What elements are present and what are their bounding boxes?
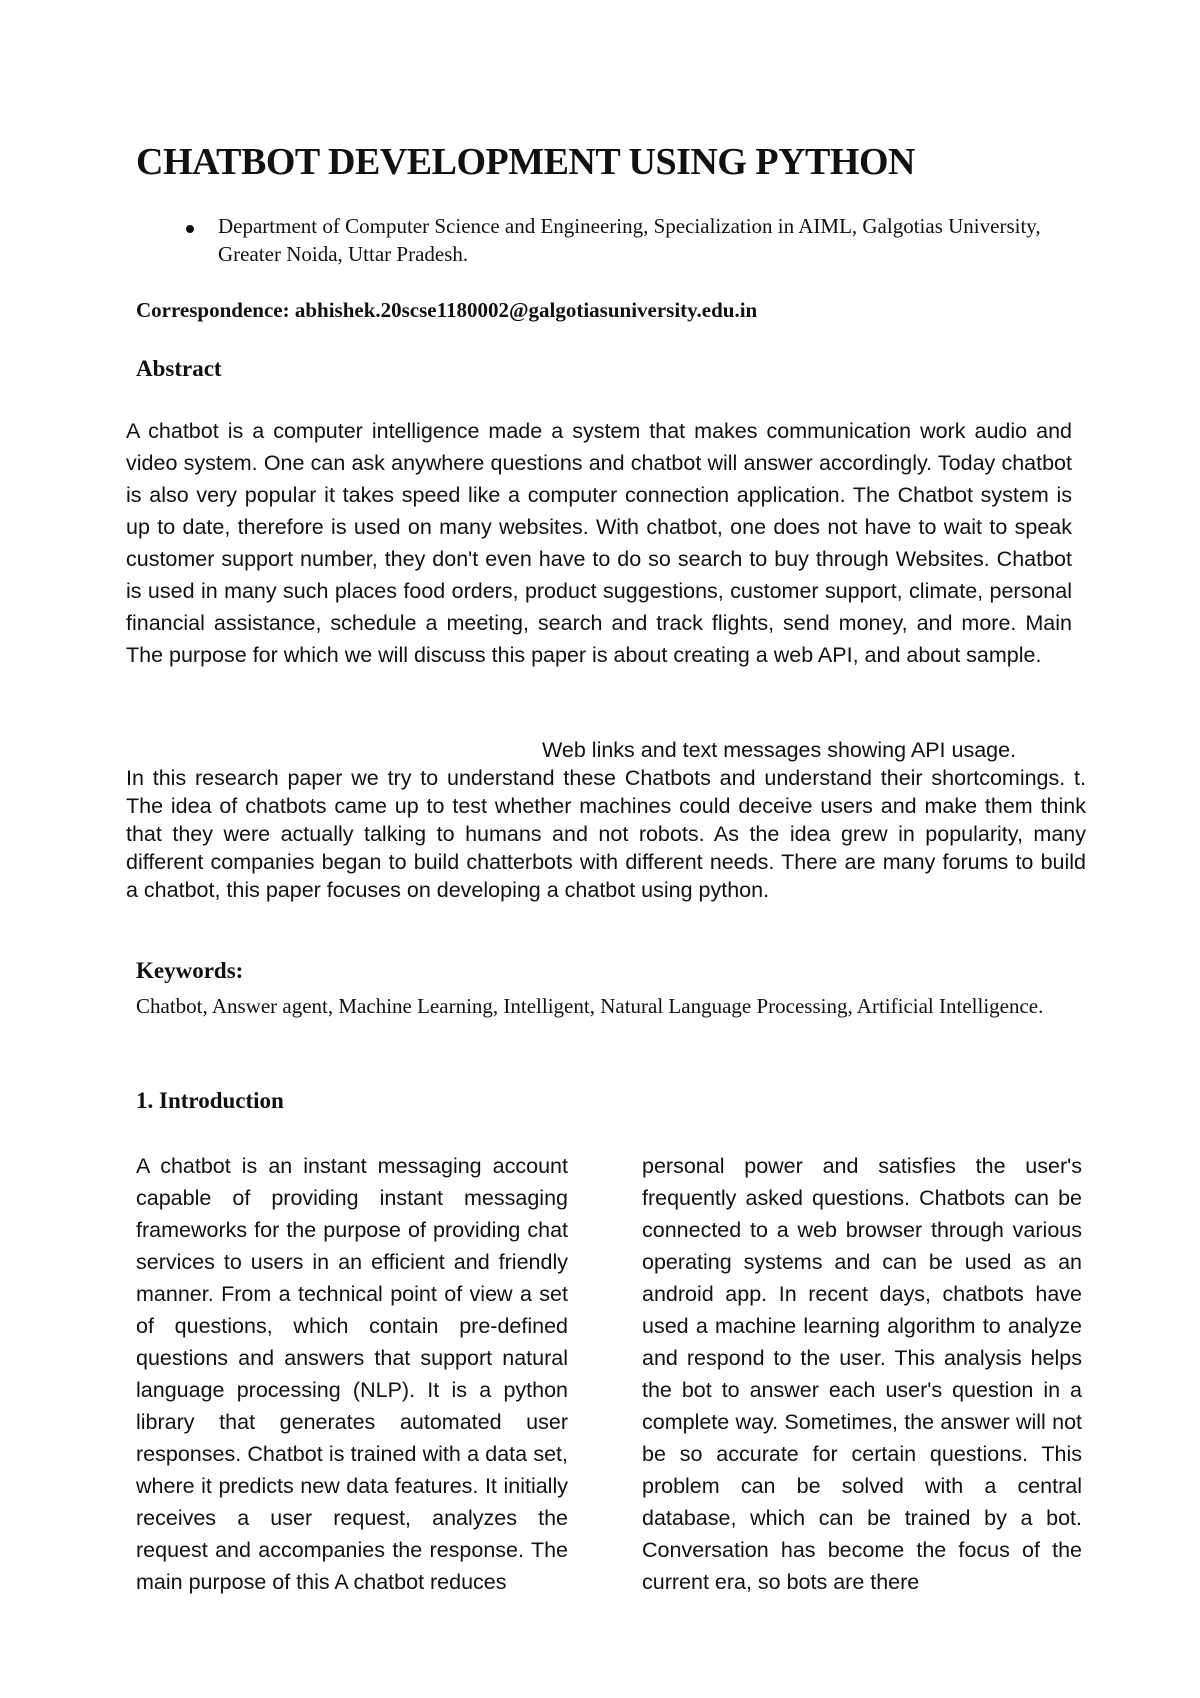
introduction-left-column: A chatbot is an instant messaging account capable of providing instant messaging frameworks for the purpose of providing chat services to users in an efficient and friendly manner. From a technical point of view a set of questions, which contain pre-defined questions and answers that support natural language processing (NLP). It is a python library that generates automated user responses. Chatbot is trained with a data set, where it predicts new data features. It initially receives a user request, analyzes the request and accompanies the response. The main purpose of this A chatbot reduces: [136, 1154, 568, 1594]
correspondence: Correspondence: abhishek.20scse1180002@galgotiasuniversity.edu.in: [136, 298, 758, 322]
abstract-continuation: [126, 736, 1086, 904]
affiliation-text: Department of Computer Science and Engineering, Specialization in AIML, Galgotias University, Greater Noida, Uttar Pradesh.: [218, 214, 1041, 266]
abstract-continuation-line: Web links and text messages showing API usage.: [542, 738, 1017, 762]
keywords-heading: Keywords:: [136, 958, 244, 983]
affiliation: [186, 212, 1056, 268]
bullet-icon: [186, 212, 194, 240]
introduction-heading: 1. Introduction: [136, 1088, 284, 1113]
abstract-heading: Abstract: [136, 356, 222, 381]
abstract-paragraph: A chatbot is a computer intelligence made a system that makes communication work audio and video system. One can ask anywhere questions and chatbot will answer accordingly. Today chatbot is also very popular it takes speed like a computer connection application. The Chatbot system is up to date, therefore is used on many websites. With chatbot, one does not have to wait to speak customer support number, they don't even have to do so search to buy through Websites. Chatbot is used in many such places food orders, product suggestions, customer support, climate, personal financial assistance, schedule a meeting, search and track flights, send money, and more. Main The purpose for which we will discuss this paper is about creating a web API, and about sample.: [126, 419, 1072, 667]
paper-title: CHATBOT DEVELOPMENT USING PYTHON: [136, 141, 915, 183]
abstract-continuation-body: In this research paper we try to understand these Chatbots and understand their shortcomings. t. The idea of chatbots came up to test whether machines could deceive users and make them think that they were actually talking to humans and not robots. As the idea grew in popularity, many different companies began to build chatterbots with different needs. There are many forums to build a chatbot, this paper focuses on developing a chatbot using python.: [126, 766, 1086, 902]
keywords-text: Chatbot, Answer agent, Machine Learning, Intelligent, Natural Language Processing, Artificial Intelligence.: [136, 994, 1044, 1018]
introduction-right-column: personal power and satisfies the user's frequently asked questions. Chatbots can be connected to a web browser through various operating systems and can be used as an android app. In recent days, chatbots have used a machine learning algorithm to analyze and respond to the user. This analysis helps the bot to answer each user's question in a complete way. Sometimes, the answer will not be so accurate for certain questions. This problem can be solved with a central database, which can be trained by a bot. Conversation has become the focus of the current era, so bots are there: [642, 1154, 1082, 1594]
